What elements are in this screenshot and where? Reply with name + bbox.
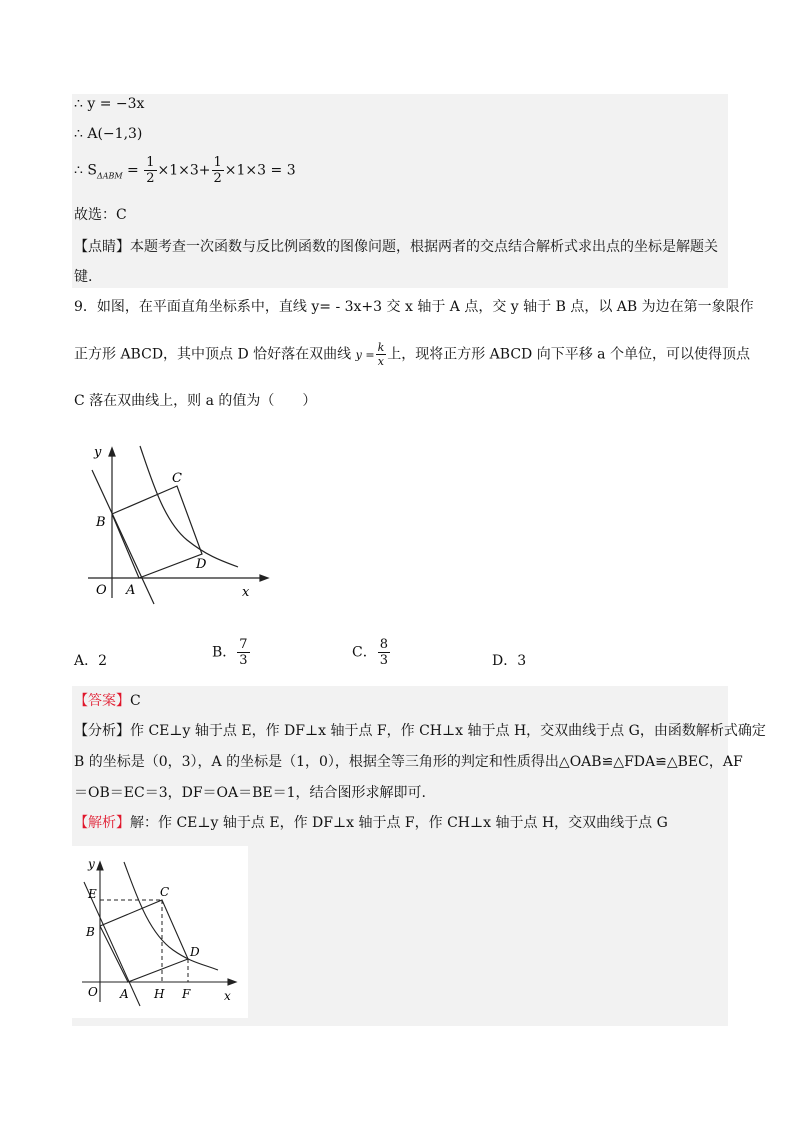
option-b: B． $\frac{7}{3}$ [212,637,248,668]
question-figure [82,436,272,606]
comment-tail: 键. [74,269,93,285]
area-result: = 3 [266,162,296,179]
half-fraction-1: $\frac{1}{2}$ [146,155,155,186]
term-2: ×1×3 [224,162,267,179]
hyperbola-curve [124,862,218,970]
label-e: E [88,887,97,901]
area-subscript: ΔABM [96,171,123,181]
solution-line-2: ∴ A(−1,3) [74,126,143,142]
analysis-tag: 【分析】 [74,723,130,739]
label-y: y [88,857,95,871]
answer-tag: 【答案】 [74,693,130,709]
answer-value: C [130,693,141,709]
label-b: B [86,925,95,939]
solution-figure [78,852,244,1012]
label-h: H [154,987,165,1001]
x-axis-arrow [260,575,268,581]
hyperbola-curve [140,446,238,567]
equals: = [122,162,144,179]
analysis-text-1: 作 CE⊥y 轴于点 E，作 DF⊥x 轴于点 F，作 CH⊥x 轴于点 H，交双曲线于点 G，由函数解析式确定 [130,723,766,739]
analysis-line-1 [74,720,766,740]
term-1: ×1×3 [157,162,199,179]
label-d: D [190,945,200,959]
solution-line-1: ∴ y = −3x [74,96,145,112]
hyperbola-y: y = [355,348,375,362]
comment-line [74,236,718,256]
previous-solution-block [72,94,728,288]
label-o: O [96,583,107,598]
half-fraction-2: $\frac{1}{2}$ [213,155,222,186]
option-b-fraction: $\frac{7}{3}$ [239,637,248,668]
solution-line [74,812,668,832]
y-axis-arrow [109,448,115,456]
label-c: C [160,885,170,899]
comment-tag: 【点睛】 [74,239,130,255]
solution-text: 解：作 CE⊥y 轴于点 E，作 DF⊥x 轴于点 F，作 CH⊥x 轴于点 H，交双曲线于点 G [130,815,668,831]
question-line-2 [74,342,750,367]
plus-sign: + [198,162,211,179]
label-y: y [94,445,102,460]
label-c: C [172,471,182,486]
comment-body: 本题考查一次函数与反比例函数的图像问题，根据两者的交点结合解析式求出点的坐标是解题关 [130,239,718,255]
option-d: D．3 [492,653,527,669]
question-line-2-pre: 正方形 ABCD，其中顶点 D 恰好落在双曲线 [74,346,352,363]
area-symbol: ∴ S [74,162,97,179]
hyperbola-fraction: $\frac{k}{x}$ [377,341,385,368]
solution-tag: 【解析】 [74,815,130,831]
label-o: O [88,985,98,999]
choice-line: 故选：C [74,207,127,223]
option-c-fraction: $\frac{8}{3}$ [379,637,388,668]
y-axis-arrow [97,862,103,870]
answer-line [74,690,141,710]
label-a: A [120,987,129,1001]
analysis-line-2: B 的坐标是（0，3），A 的坐标是（1，0），根据全等三角形的判定和性质得出△OAB≌△FDA≌△BEC，AF [74,754,743,770]
square-abcd [112,486,202,578]
question-line-3: C 落在双曲线上，则 a 的值为（ ） [74,393,317,409]
question-line-1: 9．如图，在平面直角坐标系中，直线 y= - 3x+3 交 x 轴于 A 点，交 y 轴于 B 点，以 AB 为边在第一象限作 [74,299,754,315]
solution-line-3 [74,156,296,185]
question-line-2-post: 上，现将正方形 ABCD 向下平移 a 个单位，可以使得顶点 [387,346,750,363]
label-b: B [96,515,106,530]
analysis-line-3: ＝OB＝EC＝3，DF＝OA＝BE＝1，结合图形求解即可. [74,785,426,801]
label-x: x [224,989,231,1003]
option-a: A．2 [74,653,108,669]
label-d: D [196,557,207,572]
label-f: F [182,987,191,1001]
label-x: x [242,585,250,600]
option-c: C． $\frac{8}{3}$ [352,637,388,668]
label-a: A [126,583,136,598]
x-axis-arrow [228,979,236,985]
